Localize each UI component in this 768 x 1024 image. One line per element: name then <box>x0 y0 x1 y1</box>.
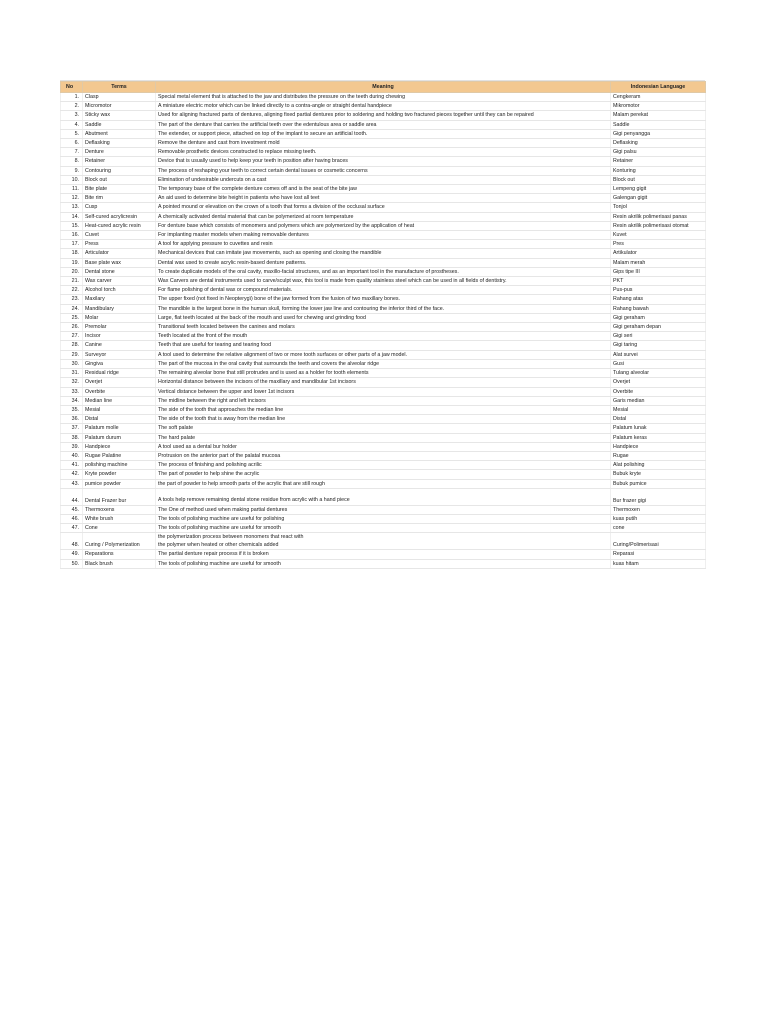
row-meaning: Wax Carvers are dental instruments used to carve/sculpt wax, this tool is made from quality stainless steel which can be used in all fields of dentistry. <box>156 277 611 286</box>
row-indonesian: Kuvet <box>611 231 706 240</box>
row-term: Overbite <box>83 387 156 396</box>
table-row <box>61 166 706 175</box>
row-number: 5. <box>61 129 83 138</box>
row-number: 28. <box>61 341 83 350</box>
row-term: Deflasking <box>83 139 156 148</box>
row-number: 30. <box>61 359 83 368</box>
row-term: Clasp <box>83 93 156 102</box>
row-meaning: the part of powder to help smooth parts of the acrylic that are still rough <box>156 479 611 488</box>
row-meaning: The hard palate <box>156 433 611 442</box>
table-row <box>61 194 706 203</box>
row-term: Black brush <box>83 559 156 568</box>
row-number: 32. <box>61 378 83 387</box>
row-term: Dental stone <box>83 267 156 276</box>
table-row <box>61 470 706 479</box>
row-term: Kryte powder <box>83 470 156 479</box>
table-row <box>61 479 706 488</box>
table-row <box>61 148 706 157</box>
table-row <box>61 139 706 148</box>
row-number: 4. <box>61 120 83 129</box>
row-indonesian: Tonjol <box>611 203 706 212</box>
row-number: 37. <box>61 424 83 433</box>
row-meaning: The part of the mucosa in the oral cavity that surrounds the teeth and covers the alveolar ridge <box>156 359 611 368</box>
row-indonesian: Gigi palsu <box>611 148 706 157</box>
row-term: Thermoxens <box>83 505 156 514</box>
row-number: 14. <box>61 212 83 221</box>
row-indonesian: Alat survei <box>611 350 706 359</box>
row-term: Base plate wax <box>83 258 156 267</box>
row-number: 50. <box>61 559 83 568</box>
row-number: 9. <box>61 166 83 175</box>
row-indonesian: Palatum lunak <box>611 424 706 433</box>
table-row <box>61 258 706 267</box>
table-row <box>61 157 706 166</box>
row-indonesian: Handpiece <box>611 442 706 451</box>
row-number: 38. <box>61 433 83 442</box>
table-row <box>61 488 706 505</box>
table-row <box>61 111 706 120</box>
row-term: Incisor <box>83 332 156 341</box>
row-term: Handpiece <box>83 442 156 451</box>
row-indonesian: Artikulator <box>611 249 706 258</box>
row-indonesian: Resin akrilik polimerisasi otomat <box>611 221 706 230</box>
row-meaning: The One of method used when making partial dentures <box>156 505 611 514</box>
row-number: 27. <box>61 332 83 341</box>
row-term: Mesial <box>83 405 156 414</box>
row-meaning: The upper fixed (not fixed in Neopterygï) bone of the jaw formed from the fusion of two maxillary bones. <box>156 295 611 304</box>
table-row <box>61 249 706 258</box>
row-term: Surveyor <box>83 350 156 359</box>
row-meaning: An aid used to determine bite height in patients who have lost all teet <box>156 194 611 203</box>
row-indonesian: Overjet <box>611 378 706 387</box>
row-indonesian: Cengkeram <box>611 93 706 102</box>
row-meaning: For flame polishing of dental wax or compound materials. <box>156 286 611 295</box>
row-term: Overjet <box>83 378 156 387</box>
row-number: 24. <box>61 304 83 313</box>
row-number: 46. <box>61 514 83 523</box>
row-term: polishing machine <box>83 461 156 470</box>
row-meaning: For implanting master models when making removable dentures <box>156 231 611 240</box>
row-number: 17. <box>61 240 83 249</box>
row-indonesian: Bubuk pumice <box>611 479 706 488</box>
row-indonesian: Saddle <box>611 120 706 129</box>
row-meaning: Special metal element that is attached to the jaw and distributes the pressure on the teeth during chewing <box>156 93 611 102</box>
row-meaning: Large, flat teeth located at the back of the mouth and used for chewing and grinding food <box>156 313 611 322</box>
row-number: 23. <box>61 295 83 304</box>
row-number: 26. <box>61 323 83 332</box>
row-indonesian: Thermoxen <box>611 505 706 514</box>
row-number: 35. <box>61 405 83 414</box>
row-number: 3. <box>61 111 83 120</box>
row-number: 16. <box>61 231 83 240</box>
table-row <box>61 405 706 414</box>
row-term: Maxilary <box>83 295 156 304</box>
row-meaning: The midline between the right and left incisors <box>156 396 611 405</box>
row-term: Residual ridge <box>83 369 156 378</box>
row-indonesian: Malam perekat <box>611 111 706 120</box>
table-row <box>61 102 706 111</box>
row-number: 13. <box>61 203 83 212</box>
row-indonesian: Bubuk kryte <box>611 470 706 479</box>
row-meaning: The remaining alveolar bone that still protrudes and is used as a holder for tooth elements <box>156 369 611 378</box>
row-number: 11. <box>61 185 83 194</box>
table-row <box>61 350 706 359</box>
row-indonesian: Bur frazer gigi <box>611 488 706 505</box>
row-indonesian: kuas putih <box>611 514 706 523</box>
table-row <box>61 185 706 194</box>
row-number: 8. <box>61 157 83 166</box>
table-row <box>61 415 706 424</box>
row-meaning: For denture base which consists of monomers and polymers which are polymerized by the application of heat <box>156 221 611 230</box>
table-row <box>61 332 706 341</box>
table-row <box>61 524 706 533</box>
row-number: 21. <box>61 277 83 286</box>
row-meaning: Removable prosthetic devices constructed to replace missing teeth. <box>156 148 611 157</box>
table-row <box>61 267 706 276</box>
row-meaning: The side of the tooth that approaches the median line <box>156 405 611 414</box>
row-meaning: Used for aligning fractured parts of dentures, aligning fixed partial dentures prior to soldering and holding two fractured pieces together until they can be repaired <box>156 111 611 120</box>
row-term: Bite plate <box>83 185 156 194</box>
row-number: 29. <box>61 350 83 359</box>
row-term: Saddle <box>83 120 156 129</box>
row-meaning: A tools help remove remaining dental stone residue from acrylic with a hand piece <box>156 488 611 505</box>
row-term: Molar <box>83 313 156 322</box>
table-row <box>61 203 706 212</box>
row-term: Canine <box>83 341 156 350</box>
row-term: Press <box>83 240 156 249</box>
row-term: pumice powder <box>83 479 156 488</box>
row-term: Articulator <box>83 249 156 258</box>
row-indonesian: Gusi <box>611 359 706 368</box>
row-meaning: The side of the tooth that is away from the median line <box>156 415 611 424</box>
row-indonesian: Overbite <box>611 387 706 396</box>
row-number: 2. <box>61 102 83 111</box>
row-indonesian: Block out <box>611 175 706 184</box>
row-number: 18. <box>61 249 83 258</box>
row-indonesian: Gigi penyangga <box>611 129 706 138</box>
row-meaning: A chemically activated dental material that can be polymerized at room temperature <box>156 212 611 221</box>
row-number: 25. <box>61 313 83 322</box>
table-row <box>61 93 706 102</box>
row-meaning: The extender, or support piece, attached on top of the implant to secure an artificial tooth. <box>156 129 611 138</box>
row-term: Wax carver <box>83 277 156 286</box>
row-number: 12. <box>61 194 83 203</box>
table-row <box>61 323 706 332</box>
row-meaning: Remove the denture and cast from investment mold <box>156 139 611 148</box>
row-number: 33. <box>61 387 83 396</box>
row-meaning: Protrusion on the anterior part of the palatal mucosa <box>156 451 611 460</box>
table-row <box>61 341 706 350</box>
row-indonesian: Gips tipe III <box>611 267 706 276</box>
table-row <box>61 212 706 221</box>
row-indonesian: Alat polishing <box>611 461 706 470</box>
table-row <box>61 387 706 396</box>
row-term: Cone <box>83 524 156 533</box>
row-term: Mandibulary <box>83 304 156 313</box>
row-term: Rugae Palatine <box>83 451 156 460</box>
row-term: Alcohol torch <box>83 286 156 295</box>
row-meaning: The mandible is the largest bone in the human skull, forming the lower jaw line and contouring the inferior third of the face. <box>156 304 611 313</box>
table-row <box>61 129 706 138</box>
table-row <box>61 359 706 368</box>
row-meaning: Horizontal distance between the incisors of the maxillary and mandibular 1st incisors <box>156 378 611 387</box>
table-row <box>61 533 706 550</box>
row-term: Heat-cured acrylic resin <box>83 221 156 230</box>
row-indonesian: Rahang atas <box>611 295 706 304</box>
row-term: Palatum durum <box>83 433 156 442</box>
row-term: Retainer <box>83 157 156 166</box>
row-meaning: The part of powder to help shine the acrylic <box>156 470 611 479</box>
row-meaning: The process of reshaping your teeth to correct certain dental issues or cosmetic concerns <box>156 166 611 175</box>
row-indonesian: Konturing <box>611 166 706 175</box>
table-row <box>61 313 706 322</box>
row-indonesian: Reparasi <box>611 550 706 559</box>
row-number: 48. <box>61 533 83 550</box>
row-indonesian: Galengan gigit <box>611 194 706 203</box>
row-indonesian: PKT <box>611 277 706 286</box>
row-number: 7. <box>61 148 83 157</box>
row-term: Premolar <box>83 323 156 332</box>
row-meaning: A tool used as a dental bur holder <box>156 442 611 451</box>
row-indonesian: Gigi geraham depan <box>611 323 706 332</box>
row-term: Curing / Polymerization <box>83 533 156 550</box>
header-meaning: Meaning <box>156 82 611 93</box>
row-indonesian: Retainer <box>611 157 706 166</box>
row-indonesian: Gigi taring <box>611 341 706 350</box>
row-number: 36. <box>61 415 83 424</box>
row-number: 39. <box>61 442 83 451</box>
row-indonesian: Palatum keras <box>611 433 706 442</box>
row-term: Gingiva <box>83 359 156 368</box>
glossary-table <box>60 81 706 569</box>
table-row <box>61 433 706 442</box>
row-meaning: The soft palate <box>156 424 611 433</box>
row-term: Self-cured acrylicresin <box>83 212 156 221</box>
row-meaning: Elimination of undesirable undercuts on a cast <box>156 175 611 184</box>
table-row <box>61 240 706 249</box>
row-indonesian: Gigi seri <box>611 332 706 341</box>
row-number: 31. <box>61 369 83 378</box>
row-indonesian: Distal <box>611 415 706 424</box>
header-terms: Terms <box>83 82 156 93</box>
row-term: Denture <box>83 148 156 157</box>
row-meaning: Device that is usually used to help keep your teeth in position after having braces <box>156 157 611 166</box>
row-indonesian: Mesial <box>611 405 706 414</box>
table-row <box>61 442 706 451</box>
table-row <box>61 451 706 460</box>
table-row <box>61 514 706 523</box>
row-number: 15. <box>61 221 83 230</box>
row-term: Palatum molle <box>83 424 156 433</box>
row-term: Cusp <box>83 203 156 212</box>
row-meaning: A tool for applying pressure to cuvettes and resin <box>156 240 611 249</box>
row-indonesian: Rugae <box>611 451 706 460</box>
row-indonesian: Gigi geraham <box>611 313 706 322</box>
row-number: 6. <box>61 139 83 148</box>
row-meaning: The temporary base of the complete denture comes off and is the seat of the bite jaw <box>156 185 611 194</box>
row-meaning: the polymerization process between monomers that react with the polymer when heated or other chemicals added <box>156 533 611 550</box>
table-row <box>61 175 706 184</box>
row-indonesian: Mikromotor <box>611 102 706 111</box>
row-meaning: The process of finishing and polishing acrilic <box>156 461 611 470</box>
sheet-top-rule <box>60 70 705 81</box>
table-row <box>61 120 706 129</box>
row-meaning: The tools of polishing machine are useful for smooth <box>156 524 611 533</box>
row-number: 34. <box>61 396 83 405</box>
row-number: 20. <box>61 267 83 276</box>
table-row <box>61 221 706 230</box>
row-term: Bite rim <box>83 194 156 203</box>
table-header-row <box>61 82 706 93</box>
row-term: Block out <box>83 175 156 184</box>
row-number: 22. <box>61 286 83 295</box>
row-number: 19. <box>61 258 83 267</box>
row-term: Distal <box>83 415 156 424</box>
row-term: White brush <box>83 514 156 523</box>
row-term: Dental Frazer bur <box>83 488 156 505</box>
table-row <box>61 277 706 286</box>
row-indonesian: kuas hitam <box>611 559 706 568</box>
row-term: Median line <box>83 396 156 405</box>
row-meaning: Transitional teeth located between the canines and molars <box>156 323 611 332</box>
row-number: 10. <box>61 175 83 184</box>
table-row <box>61 369 706 378</box>
row-meaning: Teeth located at the front of the mouth <box>156 332 611 341</box>
table-row <box>61 295 706 304</box>
row-indonesian: Deflasking <box>611 139 706 148</box>
row-indonesian: Pus-pus <box>611 286 706 295</box>
row-number: 1. <box>61 93 83 102</box>
header-no: No <box>61 82 83 93</box>
table-row <box>61 505 706 514</box>
row-meaning: The tools of polishing machine are useful for polishing <box>156 514 611 523</box>
row-number: 45. <box>61 505 83 514</box>
row-indonesian: Rahang bawah <box>611 304 706 313</box>
row-term: Contouring <box>83 166 156 175</box>
row-meaning: Vertical distance between the upper and lower 1st incisors <box>156 387 611 396</box>
row-meaning: A tool used to determine the relative alignment of two or more tooth surfaces or other parts of a jaw model. <box>156 350 611 359</box>
row-indonesian: cone <box>611 524 706 533</box>
row-meaning: Dental wax used to create acrylic resin-based denture patterns. <box>156 258 611 267</box>
table-row <box>61 559 706 568</box>
row-number: 49. <box>61 550 83 559</box>
table-row <box>61 424 706 433</box>
table-row <box>61 304 706 313</box>
row-term: Micromotor <box>83 102 156 111</box>
row-meaning: A miniature electric motor which can be linked directly to a contra-angle or straight dental handpiece <box>156 102 611 111</box>
row-indonesian: Tulang alveolar <box>611 369 706 378</box>
row-term: Sticky wax <box>83 111 156 120</box>
row-term: Reparations <box>83 550 156 559</box>
row-meaning: A pointed mound or elevation on the crown of a tooth that forms a division of the occlusal surface <box>156 203 611 212</box>
row-number: 40. <box>61 451 83 460</box>
row-meaning: Mechanical devices that can imitate jaw movements, such as opening and closing the mandible <box>156 249 611 258</box>
row-indonesian: Lempeng gigit <box>611 185 706 194</box>
row-number: 42. <box>61 470 83 479</box>
row-term: Cuvet <box>83 231 156 240</box>
row-meaning: Teeth that are useful for tearing and tearing food <box>156 341 611 350</box>
row-meaning: To create duplicate models of the oral cavity, maxillo-facial structures, and as an important tool in the manufacture of prostheses. <box>156 267 611 276</box>
row-meaning: The partial denture repair process if it is broken <box>156 550 611 559</box>
table-row <box>61 231 706 240</box>
table-row <box>61 396 706 405</box>
spreadsheet-sheet <box>60 70 705 569</box>
row-indonesian: Malam merah <box>611 258 706 267</box>
row-indonesian: Resin akrilik polimerisasi panas <box>611 212 706 221</box>
row-meaning: The part of the denture that carries the artificial teeth over the edentulous area or saddle area <box>156 120 611 129</box>
row-term: Abutment <box>83 129 156 138</box>
header-indonesian: Indonesian Language <box>611 82 706 93</box>
row-number: 47. <box>61 524 83 533</box>
table-row <box>61 550 706 559</box>
row-number: 43. <box>61 479 83 488</box>
row-indonesian: Pres <box>611 240 706 249</box>
row-indonesian: Curing/Polimerisasi <box>611 533 706 550</box>
table-row <box>61 286 706 295</box>
table-row <box>61 461 706 470</box>
row-number: 41. <box>61 461 83 470</box>
row-meaning: The tools of polishing machine are useful for smooth <box>156 559 611 568</box>
row-indonesian: Garis median <box>611 396 706 405</box>
table-row <box>61 378 706 387</box>
row-number: 44. <box>61 488 83 505</box>
